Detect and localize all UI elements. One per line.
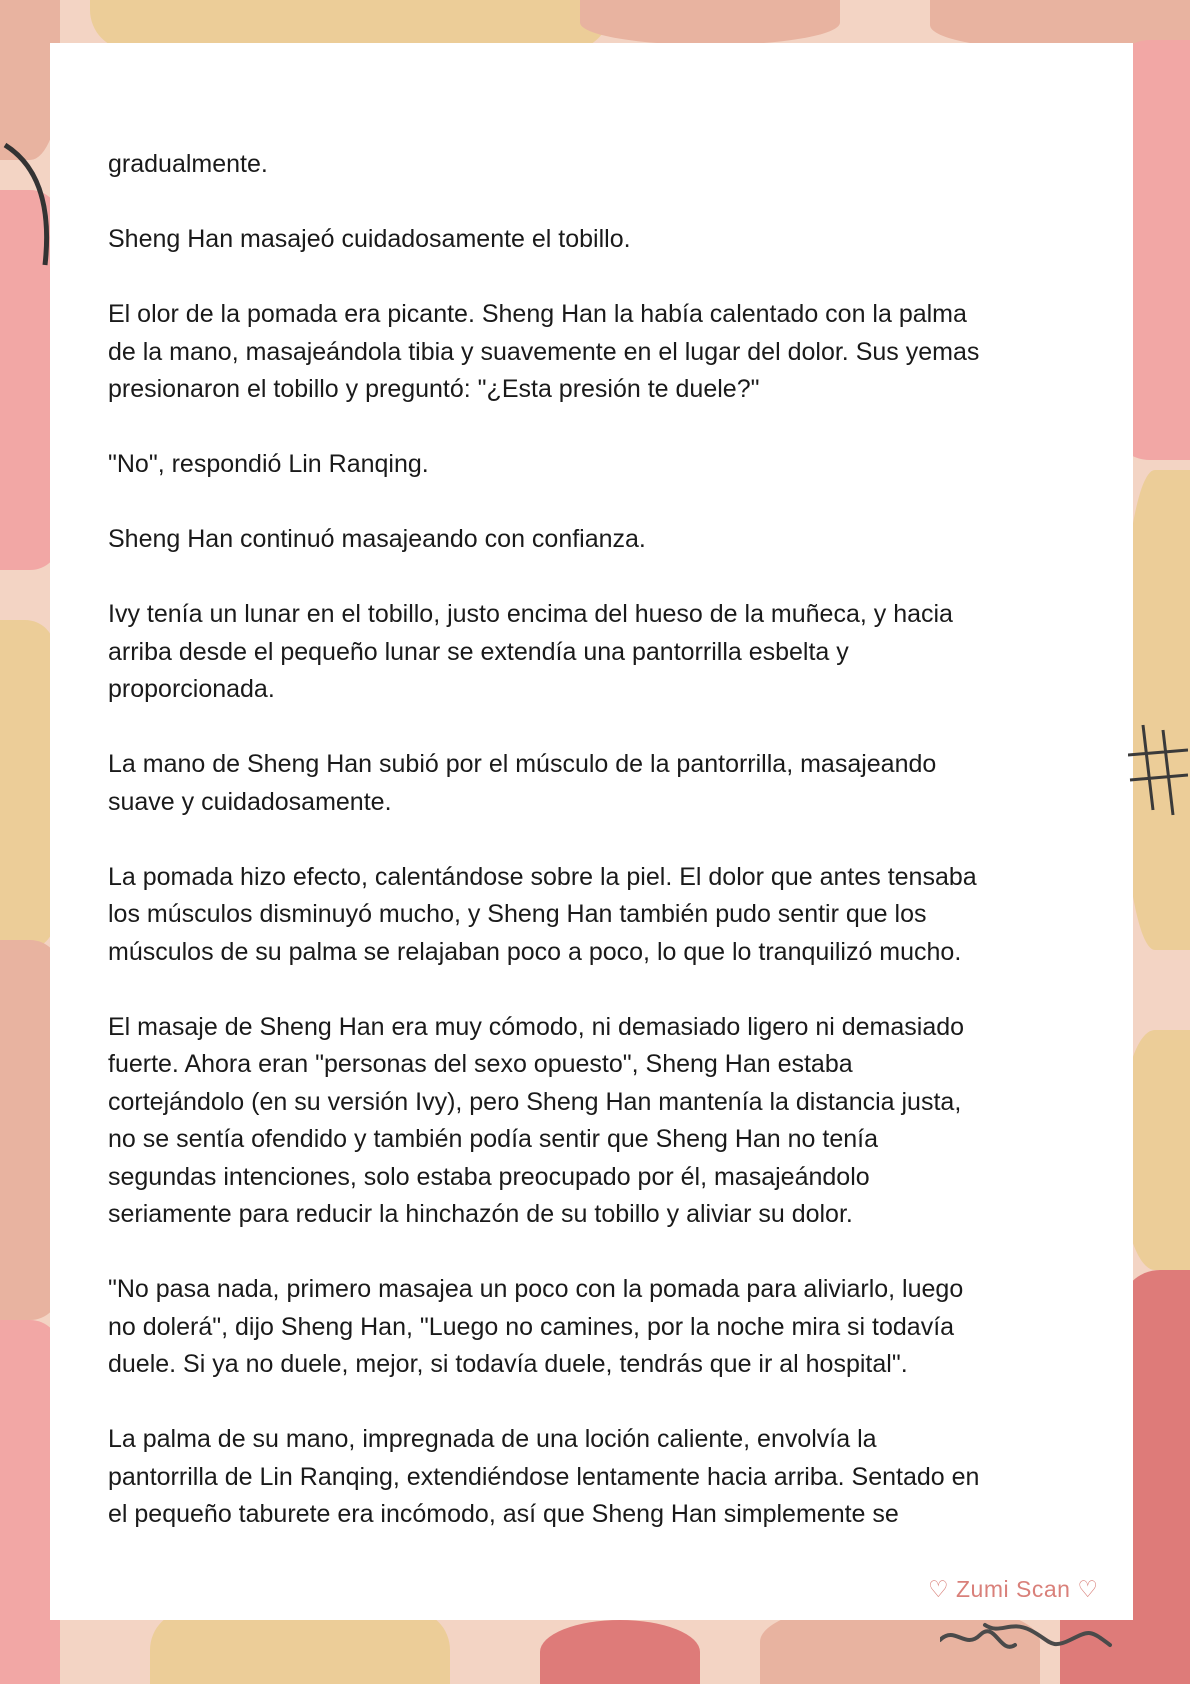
text-line: fuerte. Ahora eran "personas del sexo opuesto", Sheng Han estaba (108, 1050, 853, 1078)
paragraph (108, 296, 1118, 409)
paragraph (108, 221, 1118, 259)
text-line: arriba desde el pequeño lunar se extendía una pantorrilla esbelta y (108, 637, 849, 666)
text-line: La palma de su mano, impregnada de una loción caliente, envolvía la (108, 1425, 877, 1453)
text-line: músculos de su palma se relajaban poco a poco, lo que lo tranquilizó mucho. (108, 937, 962, 966)
text-line: Sheng Han masajeó cuidadosamente el tobillo. (108, 225, 631, 253)
paragraph (108, 521, 1118, 559)
paragraph (108, 859, 1118, 972)
paragraph (108, 1009, 1118, 1234)
arc-decoration-icon (0, 140, 60, 270)
squiggle-decoration-icon (940, 1620, 1120, 1680)
paragraph (108, 596, 1118, 709)
text-line: duele. Si ya no duele, mejor, si todavía duele, tendrás que ir al hospital". (108, 1350, 908, 1378)
decor-blob (0, 620, 55, 950)
text-line: el pequeño taburete era incómodo, así que Sheng Han simplemente se (108, 1500, 899, 1528)
text-line: El olor de la pomada era picante. Sheng Han la había calentado con la palma (108, 300, 967, 328)
text-line: no se sentía ofendido y también podía sentir que Sheng Han no tenía (108, 1125, 878, 1153)
text-line: de la mano, masajeándola tibia y suavemente en el lugar del dolor. Sus yemas (108, 337, 980, 366)
text-line: El masaje de Sheng Han era muy cómodo, ni demasiado ligero ni demasiado (108, 1012, 965, 1041)
text-line: La pomada hizo efecto, calentándose sobre la piel. El dolor que antes tensaba (108, 862, 977, 891)
text-line: los músculos disminuyó mucho, y Sheng Han también pudo sentir que los (108, 900, 927, 928)
text-line: no dolerá", dijo Sheng Han, "Luego no camines, por la noche mira si todavía (108, 1312, 955, 1341)
text-line: Ivy tenía un lunar en el tobillo, justo encima del hueso de la muñeca, y hacia (108, 600, 953, 628)
paragraph (108, 146, 1118, 184)
paragraph (108, 1421, 1118, 1534)
chapter-text (108, 146, 1118, 1571)
decor-blob (150, 1610, 450, 1684)
decor-blob (580, 0, 840, 45)
text-line: proporcionada. (108, 675, 275, 703)
text-line: suave y cuidadosamente. (108, 787, 392, 816)
text-line: seriamente para reducir la hinchazón de su tobillo y aliviar su dolor. (108, 1200, 853, 1228)
watermark-text: ♡ Zumi Scan ♡ (928, 1576, 1099, 1602)
paragraph (108, 1271, 1118, 1384)
text-line: cortejándolo (en su versión Ivy), pero Sheng Han mantenía la distancia justa, (108, 1087, 962, 1116)
text-line: pantorrilla de Lin Ranqing, extendiéndose lentamente hacia arriba. Sentado en (108, 1462, 980, 1491)
paragraph (108, 446, 1118, 484)
text-line: gradualmente. (108, 150, 268, 178)
text-line: segundas intenciones, solo estaba preocupado por él, masajeándolo (108, 1162, 870, 1191)
text-line: "No", respondió Lin Ranqing. (108, 450, 429, 478)
hash-decoration-icon (1128, 720, 1188, 820)
text-line: La mano de Sheng Han subió por el músculo de la pantorrilla, masajeando (108, 750, 937, 778)
paragraph (108, 746, 1118, 821)
text-line: "No pasa nada, primero masajea un poco con la pomada para aliviarlo, luego (108, 1275, 964, 1303)
text-line: presionaron el tobillo y preguntó: "¿Esta presión te duele?" (108, 375, 760, 403)
decor-blob (540, 1620, 700, 1684)
text-line: Sheng Han continuó masajeando con confianza. (108, 525, 646, 553)
